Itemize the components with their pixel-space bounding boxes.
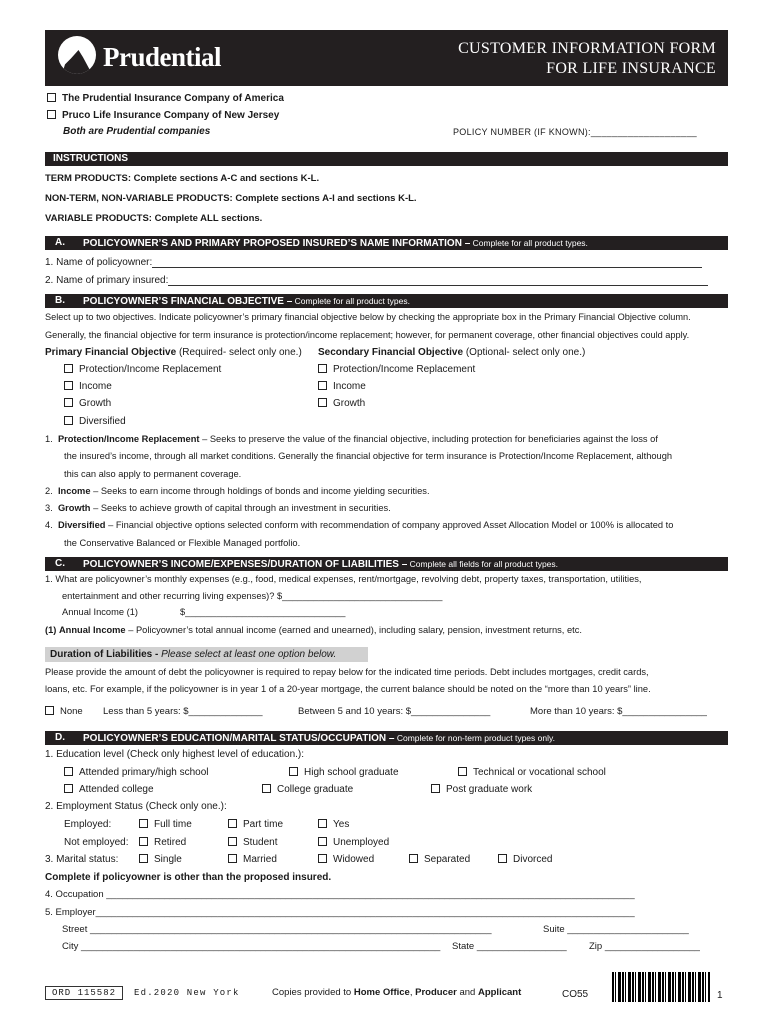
- section-d-bar: D. POLICYOWNER’S EDUCATION/MARITAL STATUS/OCCUPATION – Complete for non-term product types only.: [45, 731, 728, 745]
- primary-insured-name-field[interactable]: 2. Name of primary insured:: [45, 275, 708, 286]
- checkbox[interactable]: [318, 398, 327, 407]
- instructions-bar: INSTRUCTIONS: [45, 152, 728, 166]
- street-field[interactable]: Street ____________________________________________________________________________: [62, 924, 492, 935]
- checkbox[interactable]: [289, 767, 298, 776]
- checkbox[interactable]: [318, 819, 327, 828]
- annual-income-label: Annual Income (1): [62, 607, 138, 617]
- duration-text-2: loans, etc. For example, if the policyowner is in year 1 of a 20-year mortgage, the current balance should be noted on the “more than 10 years” line.: [45, 684, 651, 694]
- checkbox[interactable]: [318, 854, 327, 863]
- checkbox[interactable]: [47, 93, 56, 102]
- suite-field[interactable]: Suite _______________________: [543, 924, 689, 935]
- edition-label: Ed.2020 New York: [134, 988, 240, 998]
- emp-option-retired[interactable]: Retired: [139, 837, 186, 848]
- checkbox[interactable]: [64, 364, 73, 373]
- company-option-pruco[interactable]: Pruco Life Insurance Company of New Jersey: [47, 110, 279, 121]
- marital-option-married[interactable]: Married: [228, 854, 277, 865]
- definition-protection: 1. Protection/Income Replacement – Seeks to preserve the value of the financial objective, including protection for beneficiaries against the loss of: [45, 434, 658, 444]
- secondary-option-income[interactable]: Income: [318, 381, 366, 392]
- checkbox[interactable]: [498, 854, 507, 863]
- secondary-option-protection[interactable]: Protection/Income Replacement: [318, 364, 475, 375]
- primary-option-growth[interactable]: Growth: [64, 398, 111, 409]
- duration-text-1: Please provide the amount of debt the policyowner is required to repay below for the indicated time periods. Debt includes mortgages, credit cards,: [45, 667, 649, 677]
- marital-option-divorced[interactable]: Divorced: [498, 854, 552, 865]
- primary-option-protection[interactable]: Protection/Income Replacement: [64, 364, 221, 375]
- duration-none-option[interactable]: None: [45, 706, 83, 717]
- primary-option-diversified[interactable]: Diversified: [64, 416, 126, 427]
- state-field[interactable]: State _________________: [452, 941, 567, 952]
- checkbox[interactable]: [318, 837, 327, 846]
- prudential-rock-logo-icon: [58, 36, 96, 74]
- checkbox[interactable]: [64, 416, 73, 425]
- checkbox[interactable]: [262, 784, 271, 793]
- copies-note: Copies provided to Home Office, Producer and Applicant: [272, 987, 522, 998]
- monthly-expenses-field[interactable]: entertainment and other recurring living expenses)? $_______________________________: [62, 591, 443, 601]
- employer-field[interactable]: 5. Employer______________________________________________________________________________________________________: [45, 907, 635, 918]
- checkbox[interactable]: [64, 784, 73, 793]
- marital-option-widowed[interactable]: Widowed: [318, 854, 374, 865]
- section-c-bar: C. POLICYOWNER’S INCOME/EXPENSES/DURATION OF LIABILITIES – Complete all fields for all product types.: [45, 557, 728, 571]
- edu-option-technical[interactable]: Technical or vocational school: [458, 767, 606, 778]
- zip-field[interactable]: Zip __________________: [589, 941, 700, 952]
- emp-option-part-time[interactable]: Part time: [228, 819, 283, 830]
- duration-of-liabilities-bar: Duration of Liabilities - Please select at least one option below.: [45, 647, 368, 662]
- edu-option-primary[interactable]: Attended primary/high school: [64, 767, 209, 778]
- section-b-intro-2: Generally, the financial objective for term insurance is protection/income replacement; however, for permanent coverage, other financial objectives could apply.: [45, 330, 690, 340]
- duration-5-10-field[interactable]: Between 5 and 10 years: $_______________: [298, 706, 491, 717]
- page-number: 1: [717, 990, 723, 1001]
- duration-less-5-field[interactable]: Less than 5 years: $______________: [103, 706, 263, 717]
- occupation-field[interactable]: 4. Occupation ____________________________________________________________________________________________________: [45, 889, 635, 900]
- barcode-icon: [612, 972, 710, 1002]
- checkbox[interactable]: [228, 837, 237, 846]
- employment-question: 2. Employment Status (Check only one.):: [45, 801, 227, 812]
- monthly-expenses-question: 1. What are policyowner’s monthly expenses (e.g., food, medical expenses, rent/mortgage, revolving debt, property taxes, transportation, utilities,: [45, 574, 642, 584]
- checkbox[interactable]: [139, 837, 148, 846]
- section-b-bar: B. POLICYOWNER’S FINANCIAL OBJECTIVE – Complete for all product types.: [45, 294, 728, 308]
- checkbox[interactable]: [45, 706, 54, 715]
- checkbox[interactable]: [64, 381, 73, 390]
- edu-option-hs-grad[interactable]: High school graduate: [289, 767, 399, 778]
- instruction-variable: VARIABLE PRODUCTS: Complete ALL sections.: [45, 213, 263, 224]
- definition-growth: 3. Growth – Seeks to achieve growth of capital through an investment in securities.: [45, 503, 391, 513]
- duration-more-10-field[interactable]: More than 10 years: $________________: [530, 706, 707, 717]
- checkbox[interactable]: [64, 398, 73, 407]
- company-option-prudential[interactable]: The Prudential Insurance Company of America: [47, 93, 284, 104]
- definition-protection-cont2: this can also apply to permanent coverage.: [64, 469, 242, 479]
- secondary-option-growth[interactable]: Growth: [318, 398, 365, 409]
- company-note: Both are Prudential companies: [63, 126, 211, 137]
- marital-status-label: 3. Marital status:: [45, 854, 119, 865]
- city-field[interactable]: City ____________________________________________________________________: [62, 941, 441, 952]
- other-than-insured-note: Complete if policyowner is other than the proposed insured.: [45, 872, 332, 883]
- checkbox[interactable]: [228, 819, 237, 828]
- checkbox[interactable]: [458, 767, 467, 776]
- primary-objective-heading: Primary Financial Objective (Required- select only one.): [45, 347, 302, 358]
- emp-option-yes[interactable]: Yes: [318, 819, 349, 830]
- checkbox[interactable]: [318, 381, 327, 390]
- edu-option-attended-college[interactable]: Attended college: [64, 784, 154, 795]
- section-b-intro-1: Select up to two objectives. Indicate policyowner’s primary financial objective below by checking the appropriate box in the Primary Financial Objective column.: [45, 312, 691, 322]
- definition-diversified-cont: the Conservative Balanced or Flexible Managed portfolio.: [64, 538, 301, 548]
- checkbox[interactable]: [318, 364, 327, 373]
- checkbox[interactable]: [64, 767, 73, 776]
- emp-option-unemployed[interactable]: Unemployed: [318, 837, 389, 848]
- primary-option-income[interactable]: Income: [64, 381, 112, 392]
- logo-text: Prudential: [103, 42, 222, 72]
- policy-number-field[interactable]: POLICY NUMBER (IF KNOWN):____________________: [453, 127, 697, 137]
- marital-option-separated[interactable]: Separated: [409, 854, 470, 865]
- form-header: [45, 30, 728, 86]
- ord-number: ORD 115582: [45, 986, 123, 1000]
- secondary-objective-heading: Secondary Financial Objective (Optional- select only one.): [318, 347, 586, 358]
- checkbox[interactable]: [139, 854, 148, 863]
- marital-option-single[interactable]: Single: [139, 854, 182, 865]
- checkbox[interactable]: [228, 854, 237, 863]
- form-code: CO55: [562, 989, 589, 1000]
- section-a-bar: A. POLICYOWNER’S AND PRIMARY PROPOSED INSURED’S NAME INFORMATION – Complete for all product types.: [45, 236, 728, 250]
- checkbox[interactable]: [431, 784, 440, 793]
- annual-income-field[interactable]: $_______________________________: [180, 607, 346, 617]
- emp-option-full-time[interactable]: Full time: [139, 819, 192, 830]
- annual-income-footnote: (1) Annual Income – Policyowner’s total annual income (earned and unearned), including salary, pension, investment returns, etc.: [45, 625, 582, 635]
- checkbox[interactable]: [139, 819, 148, 828]
- checkbox[interactable]: [47, 110, 56, 119]
- form-title: CUSTOMER INFORMATION FORM FOR LIFE INSURANCE: [458, 40, 716, 77]
- instruction-term: TERM PRODUCTS: Complete sections A-C and sections K-L.: [45, 173, 320, 184]
- emp-option-student[interactable]: Student: [228, 837, 277, 848]
- education-question: 1. Education level (Check only highest level of education.):: [45, 749, 305, 760]
- definition-diversified: 4. Diversified – Financial objective options selected conform with recommendation of company approved Asset Allocation Model or 100% is allocated to: [45, 520, 674, 530]
- employed-label: Employed:: [64, 819, 112, 830]
- definition-protection-cont: the insured’s income, through all market conditions. Generally the financial objective for term insurance is Protection/Income Replacement, although: [64, 451, 673, 461]
- edu-option-college-grad[interactable]: College graduate: [262, 784, 353, 795]
- checkbox[interactable]: [409, 854, 418, 863]
- policyowner-name-field[interactable]: 1. Name of policyowner:: [45, 257, 702, 268]
- definition-income: 2. Income – Seeks to earn income through holdings of bonds and income yielding securities.: [45, 486, 430, 496]
- instruction-non-term: NON-TERM, NON-VARIABLE PRODUCTS: Complete sections A-I and sections K-L.: [45, 193, 417, 204]
- not-employed-label: Not employed:: [64, 837, 129, 848]
- edu-option-post-grad[interactable]: Post graduate work: [431, 784, 532, 795]
